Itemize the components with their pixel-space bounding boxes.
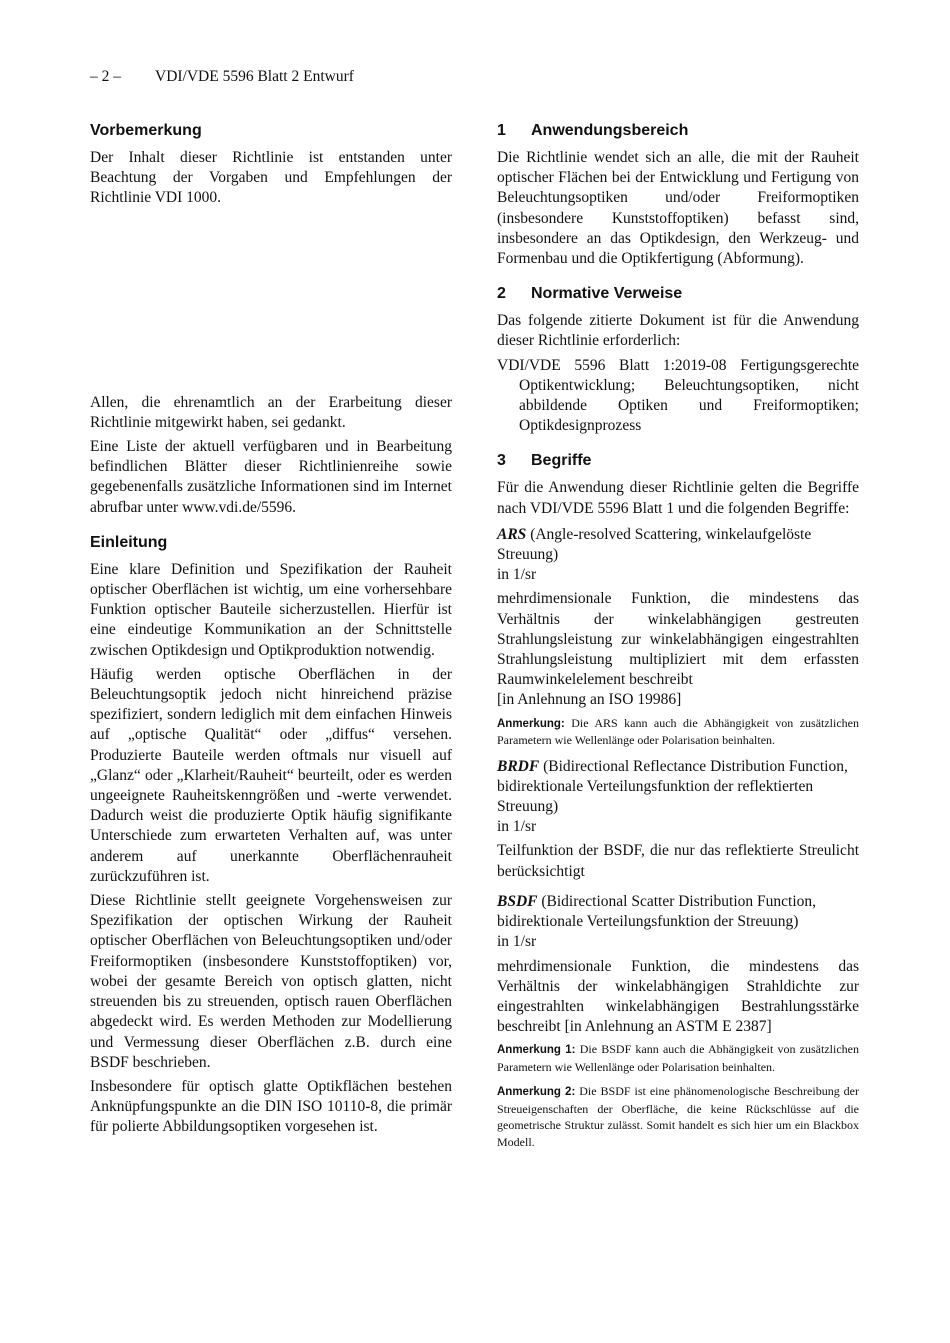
term-heading	[497, 525, 859, 565]
page-number: – 2 –	[90, 68, 121, 85]
term-heading	[497, 757, 859, 818]
term-name: BSDF	[497, 892, 538, 910]
note-text: Die BSDF ist eine phänomenologische Beschreibung der Streueigenschaften der Oberfläche, die keine Rückschlüsse auf die geometrische Struktur zulässt. Somit handelt es sich hier um ein Blackbox Modell.	[497, 1084, 859, 1149]
term-brdf	[497, 757, 859, 882]
section-1-text: Die Richtlinie wendet sich an alle, die mit der Rauheit optischer Flächen bei der Entwicklung und Fertigung von Beleuchtungsoptiken und/oder Freiformoptiken (insbesondere Kunststoffoptiken) befasst sind, insbesondere an das Optikdesign, den Werkzeug- und Formenbau und die Optikfertigung (Abformung).	[497, 149, 859, 268]
list-info-text: Eine Liste der aktuell verfügbaren und in Bearbeitung befindlichen Blätter dieser Richtlinienreihe sowie gegebenenfalls zusätzliche Informationen sind im Internet abrufbar unter www.vdi.de/5596.	[90, 438, 452, 516]
term-note-1	[497, 1041, 859, 1075]
heading-einleitung: Einleitung	[90, 533, 168, 551]
term-heading	[497, 892, 859, 932]
page-header	[90, 68, 354, 86]
term-unit: in 1/sr	[497, 566, 537, 584]
acknowledgement-text: Allen, die ehrenamtlich an der Erarbeitung dieser Richtlinie mitgewirkt haben, sei gedankt.	[90, 393, 452, 431]
term-explanation: (Angle-resolved Scattering, winkelaufgelöste Streuung)	[497, 525, 812, 564]
term-definition: mehrdimensionale Funktion, die mindestens das Verhältnis der winkelabhängigen gestreuten Strahlungsleistung zur winkelabhängigen eingestrahlten Strahlungsleistung multipliziert mit dem erfassten Raumwinkelelement beschreibt	[497, 590, 859, 689]
section-number: 3	[497, 452, 506, 470]
section-title: Begriffe	[531, 452, 592, 470]
einleitung-paragraph-1: Eine klare Definition und Spezifikation der Rauheit optischer Oberflächen ist wichtig, um eine vorhersehbare Funktion optischer Bauteile sicherzustellen. Hierfür ist eine eindeutige Kommunikation an der Schnittstelle zwischen Optikdesign und Optikproduktion notwendig.	[90, 560, 452, 659]
blank-space	[90, 223, 452, 393]
heading-section-2	[497, 283, 859, 305]
vorbemerkung-text: Der Inhalt dieser Richtlinie ist entstanden unter Beachtung der Vorgaben und Empfehlungen der Richtlinie VDI 1000.	[90, 149, 452, 207]
section-title: Normative Verweise	[531, 285, 683, 303]
section-1-anwendungsbereich	[497, 120, 859, 269]
section-number: 1	[497, 122, 506, 139]
einleitung-paragraph-4: Insbesondere für optisch glatte Optikflächen bestehen Anknüpfungspunkte an die DIN ISO 10110-8, die primär für polierte Abbildungsoptiken vorgesehen ist.	[90, 1077, 452, 1136]
term-explanation: (Bidirectional Scatter Distribution Function, bidirektionale Verteilungsfunktion der Streuung)	[497, 892, 817, 931]
right-column	[497, 120, 859, 1164]
document-title: VDI/VDE 5596 Blatt 2 Entwurf	[155, 68, 354, 85]
section-3-text: Für die Anwendung dieser Richtlinie gelten die Begriffe nach VDI/VDE 5596 Blatt 1 und die folgenden Begriffe:	[497, 479, 859, 517]
left-column	[90, 120, 452, 1152]
section-2-text: Das folgende zitierte Dokument ist für die Anwendung dieser Richtlinie erforderlich:	[497, 312, 859, 350]
term-name: BRDF	[497, 757, 540, 775]
section-number: 2	[497, 285, 506, 303]
term-unit: in 1/sr	[497, 933, 537, 951]
note-text: Die BSDF kann auch die Abhängigkeit von zusätzlichen Parametern wie Wellenlänge oder Polarisation beinhalten.	[497, 1042, 859, 1074]
heading-section-1	[497, 120, 859, 142]
einleitung-paragraph-3: Diese Richtlinie stellt geeignete Vorgehensweisen zur Spezifikation der optischen Wirkung der Rauheit optischer Oberflächen von Beleuchtungsoptiken und/oder Freiformoptiken (insbesondere Kunststoffoptiken) vor, wobei der gesamte Bereich von optisch glatten, nicht streuenden bis zu streuenden, optisch rauen Oberflächen abgedeckt wird. Es werden Methoden zur Modellierung und Vermessung dieser Oberflächen z.B. durch eine BSDF beschrieben.	[90, 892, 452, 1071]
term-definition: Teilfunktion der BSDF, die nur das reflektierte Streulicht berücksichtigt	[497, 842, 859, 880]
section-vorbemerkung	[90, 120, 452, 209]
section-3-begriffe	[497, 450, 859, 1150]
term-ars	[497, 525, 859, 749]
einleitung-paragraph-2: Häufig werden optische Oberflächen in der Beleuchtungsoptik jedoch nicht hinreichend präzise spezifiziert, sondern lediglich mit dem einfachen Hinweis auf „optische Qualität“ oder „diffus“ versehen. Produzierte Bauteile werden oftmals nur visuell auf „Glanz“ oder „Klarheit/Rauheit“ beurteilt, oder es werden ungeeignete Rauheitskenngrößen und -werte verwendet. Dadurch weist die produzierte Optik häufig signifikante Unterschiede zum erwarteten Verhalten auf, was unter anderem auf unerkannte Oberflächenrauheit zurückzuführen ist.	[90, 665, 452, 885]
note-label: Anmerkung:	[497, 717, 565, 730]
term-note	[497, 715, 859, 749]
normative-reference: VDI/VDE 5596 Blatt 1:2019-08 Fertigungsgerechte Optikentwicklung; Beleuchtungsoptiken, nicht abbildende Optiken und Freiformoptiken; Optikdesignprozess	[497, 356, 859, 435]
term-bsdf	[497, 892, 859, 1150]
term-definition: mehrdimensionale Funktion, die mindestens das Verhältnis der winkelabhängigen Strahldichte zur eingestrahlten winkelabhängigen Bestrahlungsstärke beschreibt [in Anlehnung an ASTM E 2387]	[497, 957, 859, 1036]
term-source: [in Anlehnung an ISO 19986]	[497, 691, 682, 709]
section-title: Anwendungsbereich	[531, 122, 689, 139]
term-note-2	[497, 1083, 859, 1150]
term-explanation: (Bidirectional Reflectance Distribution Function, bidirektionale Verteilungsfunktion der reflektierten Streuung)	[497, 757, 848, 816]
note-text: Die ARS kann auch die Abhängigkeit von zusätzlichen Parametern wie Wellenlänge oder Polarisation beinhalten.	[497, 715, 859, 748]
term-unit: in 1/sr	[497, 818, 537, 836]
heading-section-3	[497, 450, 859, 472]
note-label: Anmerkung 2:	[497, 1086, 576, 1099]
term-name: ARS	[497, 525, 527, 543]
section-2-normative-verweise	[497, 283, 859, 436]
heading-vorbemerkung: Vorbemerkung	[90, 122, 202, 139]
section-einleitung	[90, 532, 452, 1138]
section-acknowledgement	[90, 393, 452, 518]
note-label: Anmerkung 1:	[497, 1044, 576, 1057]
